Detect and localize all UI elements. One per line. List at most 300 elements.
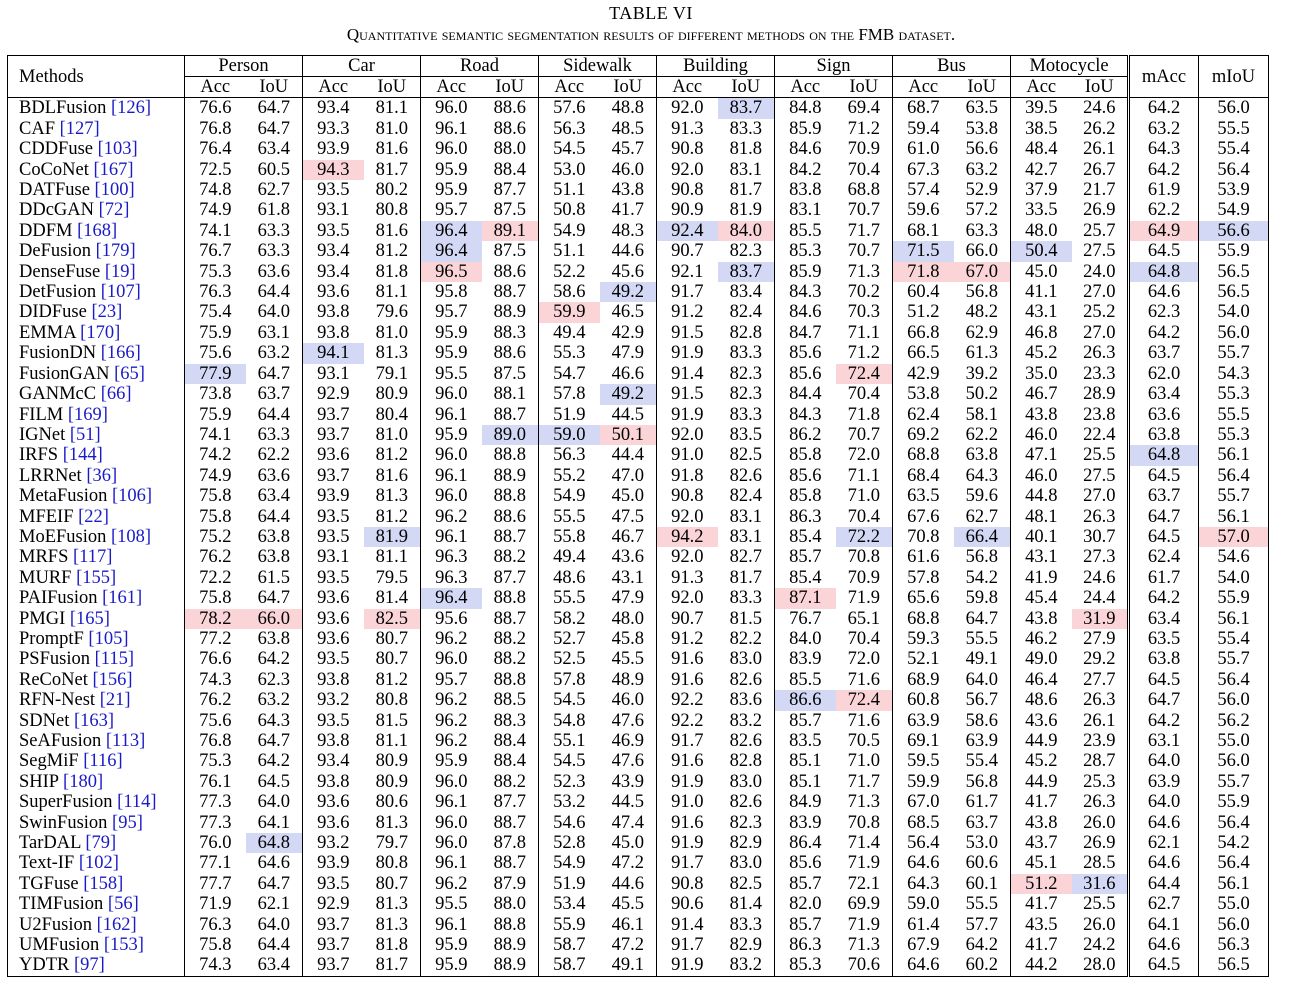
value-cell: 59.3 <box>893 629 954 649</box>
method-name: SeAFusion <box>19 731 102 751</box>
value-cell: 49.0 <box>1011 649 1072 669</box>
value-cell: 88.6 <box>493 343 526 364</box>
value-cell: 86.2 <box>775 425 836 445</box>
value-cell: 85.9 <box>775 119 836 139</box>
value-cell: 69.2 <box>893 425 954 445</box>
value-cell: 53.8 <box>965 118 998 139</box>
value-cell: 62.0 <box>1129 364 1199 384</box>
reference-link[interactable]: [56] <box>107 894 139 915</box>
value-cell: 92.9 <box>303 384 364 404</box>
value-cell: 84.8 <box>775 98 836 119</box>
value-cell: 56.1 <box>1199 874 1269 894</box>
value-cell: 96.1 <box>421 792 482 812</box>
value-cell: 84.7 <box>775 323 836 343</box>
method-cell <box>8 547 185 567</box>
method-name: PSFusion <box>19 649 90 670</box>
table-row <box>8 486 1269 506</box>
value-cell: 54.3 <box>1199 364 1269 384</box>
subheader-acc: Acc <box>421 77 482 98</box>
value-cell: 70.7 <box>847 241 880 262</box>
value-cell: 71.9 <box>185 894 246 914</box>
value-cell: 55.5 <box>1199 405 1269 425</box>
value-cell: 81.7 <box>375 159 408 180</box>
subheader-acc: Acc <box>775 77 836 98</box>
value-cell: 93.3 <box>303 119 364 139</box>
table-row <box>8 874 1269 894</box>
value-cell: 88.6 <box>493 98 526 119</box>
reference-link[interactable]: [107] <box>100 282 141 303</box>
value-cell: 84.0 <box>775 629 836 649</box>
value-cell: 62.2 <box>965 424 998 445</box>
value-cell: 90.7 <box>657 241 718 261</box>
table-row <box>8 833 1269 853</box>
method-cell <box>8 200 185 220</box>
value-cell: 52.9 <box>965 180 998 201</box>
value-cell: 56.1 <box>1199 507 1269 527</box>
subheader-iou: IoU <box>718 77 775 98</box>
value-cell: 91.4 <box>657 915 718 935</box>
method-cell <box>8 466 185 486</box>
value-cell: 54.2 <box>965 567 998 588</box>
method-cell <box>8 180 185 200</box>
reference-link[interactable]: [65] <box>114 363 145 384</box>
value-cell: 54.9 <box>539 486 600 506</box>
value-cell: 64.5 <box>1129 466 1199 486</box>
reference-link[interactable]: [97] <box>74 955 105 976</box>
value-cell: 44.9 <box>1011 731 1072 751</box>
value-cell: 83.7 <box>718 262 775 282</box>
value-cell: 86.3 <box>775 935 836 955</box>
value-cell: 96.2 <box>421 874 482 894</box>
value-cell: 88.4 <box>493 751 526 772</box>
value-cell: 81.1 <box>375 98 408 119</box>
value-cell: 88.0 <box>493 139 526 160</box>
value-cell: 56.3 <box>539 445 600 465</box>
value-cell: 64.5 <box>257 771 290 792</box>
value-cell: 40.1 <box>1011 527 1072 547</box>
value-cell: 96.1 <box>421 405 482 425</box>
value-cell: 93.8 <box>303 323 364 343</box>
reference-link[interactable]: [166] <box>100 343 141 364</box>
value-cell: 90.8 <box>657 180 718 200</box>
table-row <box>8 262 1269 282</box>
table-row <box>8 241 1269 261</box>
reference-link[interactable]: [158] <box>83 873 124 894</box>
table-row <box>8 649 1269 669</box>
value-cell: 93.5 <box>303 711 364 731</box>
header-miou: mIoU <box>1199 56 1269 98</box>
value-cell: 64.6 <box>1129 935 1199 955</box>
value-cell: 46.0 <box>611 690 644 711</box>
value-cell: 47.5 <box>611 506 644 527</box>
value-cell: 47.2 <box>611 935 644 956</box>
method-cell <box>8 833 185 853</box>
method-name: TIMFusion <box>19 894 104 915</box>
reference-link[interactable]: [115] <box>94 649 134 670</box>
value-cell: 56.5 <box>1199 282 1269 302</box>
value-cell: 63.1 <box>1129 731 1199 751</box>
value-cell: 68.7 <box>893 98 954 119</box>
table-row <box>8 323 1269 343</box>
value-cell: 55.7 <box>1199 772 1269 792</box>
value-cell: 63.2 <box>257 343 290 364</box>
value-cell: 87.8 <box>493 833 526 854</box>
reference-link[interactable]: [117] <box>73 547 113 568</box>
reference-link[interactable]: [21] <box>99 690 131 711</box>
subheader-acc: Acc <box>303 77 364 98</box>
value-cell: 81.7 <box>729 180 762 201</box>
header-group-building: Building <box>657 56 775 77</box>
method-name: Text-IF <box>19 853 75 874</box>
value-cell: 75.3 <box>185 262 246 282</box>
value-cell: 92.2 <box>657 690 718 710</box>
value-cell: 85.7 <box>775 874 836 894</box>
value-cell: 24.6 <box>1083 98 1116 119</box>
value-cell: 81.7 <box>729 567 762 588</box>
reference-link[interactable]: [155] <box>76 567 117 588</box>
value-cell: 44.5 <box>611 792 644 813</box>
reference-link[interactable]: [179] <box>95 241 136 262</box>
reference-link[interactable]: [116] <box>83 751 123 772</box>
method-name: SDNet <box>19 710 70 731</box>
value-cell: 74.1 <box>185 221 246 241</box>
value-cell: 60.8 <box>893 690 954 710</box>
reference-link[interactable]: [79] <box>85 833 117 854</box>
method-name: DIDFuse <box>19 302 87 323</box>
reference-link[interactable]: [19] <box>104 261 136 282</box>
reference-link[interactable]: [22] <box>78 506 109 527</box>
reference-link[interactable]: [72] <box>98 200 130 221</box>
value-cell: 71.5 <box>893 241 954 261</box>
table-row <box>8 507 1269 527</box>
value-cell: 83.3 <box>729 343 762 364</box>
value-cell: 68.5 <box>893 813 954 833</box>
reference-link[interactable]: [103] <box>97 139 138 160</box>
reference-link[interactable]: [153] <box>103 935 144 956</box>
value-cell: 28.9 <box>1083 384 1116 405</box>
value-cell: 84.3 <box>775 282 836 302</box>
value-cell: 71.2 <box>847 343 880 364</box>
value-cell: 75.6 <box>185 711 246 731</box>
value-cell: 88.7 <box>493 608 526 629</box>
value-cell: 46.8 <box>1011 323 1072 343</box>
table-row <box>8 690 1269 710</box>
method-name: PMGI <box>19 608 66 629</box>
value-cell: 64.5 <box>1129 955 1199 976</box>
value-cell: 93.1 <box>303 200 364 220</box>
value-cell: 88.8 <box>493 486 526 507</box>
value-cell: 52.8 <box>539 833 600 853</box>
value-cell: 71.1 <box>847 465 880 486</box>
value-cell: 91.0 <box>657 445 718 465</box>
value-cell: 90.8 <box>657 139 718 159</box>
reference-link[interactable]: [51] <box>69 424 101 445</box>
reference-link[interactable]: [95] <box>112 812 143 833</box>
value-cell: 55.4 <box>1199 139 1269 159</box>
method-name: CAF <box>19 118 55 139</box>
value-cell: 96.0 <box>421 445 482 465</box>
value-cell: 82.3 <box>729 384 762 405</box>
value-cell: 68.8 <box>847 180 880 201</box>
value-cell: 82.9 <box>729 935 762 956</box>
value-cell: 87.5 <box>493 241 526 262</box>
reference-link[interactable]: [168] <box>77 220 118 241</box>
value-cell: 78.2 <box>185 609 246 629</box>
value-cell: 59.9 <box>893 772 954 792</box>
table-row <box>8 894 1269 914</box>
value-cell: 63.7 <box>1129 343 1199 363</box>
value-cell: 70.5 <box>847 731 880 751</box>
table-row <box>8 445 1269 465</box>
value-cell: 96.2 <box>421 629 482 649</box>
value-cell: 81.7 <box>364 955 421 976</box>
value-cell: 72.4 <box>836 364 893 384</box>
reference-link[interactable]: [113] <box>105 731 146 751</box>
table-row <box>8 200 1269 220</box>
value-cell: 69.1 <box>893 731 954 751</box>
value-cell: 63.8 <box>1129 425 1199 445</box>
value-cell: 46.6 <box>611 363 644 384</box>
value-cell: 96.2 <box>421 731 482 751</box>
value-cell: 70.7 <box>847 200 880 221</box>
reference-link[interactable]: [105] <box>88 628 129 649</box>
value-cell: 55.5 <box>1199 119 1269 139</box>
value-cell: 52.5 <box>539 649 600 669</box>
value-cell: 85.7 <box>775 547 836 567</box>
table-row <box>8 547 1269 567</box>
value-cell: 91.9 <box>657 955 718 976</box>
value-cell: 57.8 <box>539 384 600 404</box>
reference-link[interactable]: [163] <box>74 710 115 731</box>
method-name: MFEIF <box>19 506 74 527</box>
value-cell: 60.2 <box>954 955 1011 976</box>
value-cell: 45.2 <box>1011 343 1072 363</box>
value-cell: 27.5 <box>1083 465 1116 486</box>
value-cell: 91.4 <box>657 364 718 384</box>
reference-link[interactable]: [161] <box>102 588 143 609</box>
value-cell: 96.0 <box>421 486 482 506</box>
subheader-iou: IoU <box>600 77 657 98</box>
value-cell: 64.8 <box>1129 262 1199 282</box>
value-cell: 76.0 <box>185 833 246 853</box>
value-cell: 53.0 <box>965 833 998 854</box>
value-cell: 93.7 <box>303 466 364 486</box>
value-cell: 82.6 <box>729 465 762 486</box>
value-cell: 64.7 <box>257 118 290 139</box>
value-cell: 86.6 <box>775 690 836 710</box>
value-cell: 96.2 <box>421 711 482 731</box>
reference-link[interactable]: [108] <box>111 526 152 547</box>
value-cell: 64.3 <box>1129 139 1199 159</box>
table-row <box>8 527 1269 547</box>
value-cell: 93.5 <box>303 649 364 669</box>
value-cell: 64.2 <box>965 935 998 956</box>
value-cell: 82.6 <box>729 792 762 813</box>
value-cell: 24.2 <box>1083 935 1116 956</box>
value-cell: 93.7 <box>303 935 364 955</box>
reference-link[interactable]: [169] <box>67 404 108 425</box>
reference-link[interactable]: [126] <box>111 98 152 119</box>
value-cell: 49.2 <box>600 282 657 302</box>
value-cell: 92.1 <box>657 262 718 282</box>
method-name: SuperFusion <box>19 792 113 813</box>
value-cell: 48.3 <box>611 220 644 241</box>
method-cell <box>8 282 185 302</box>
reference-link[interactable]: [102] <box>78 853 119 874</box>
value-cell: 56.0 <box>1199 751 1269 771</box>
value-cell: 92.2 <box>657 711 718 731</box>
table-row <box>8 935 1269 955</box>
value-cell: 91.9 <box>657 405 718 425</box>
value-cell: 62.7 <box>965 506 998 527</box>
header-methods: Methods <box>8 56 185 98</box>
method-name: MetaFusion <box>19 486 108 507</box>
value-cell: 63.5 <box>965 98 998 119</box>
value-cell: 55.0 <box>1199 731 1269 751</box>
value-cell: 88.7 <box>493 526 526 547</box>
value-cell: 92.0 <box>657 425 718 445</box>
value-cell: 48.2 <box>965 302 998 323</box>
value-cell: 71.6 <box>847 710 880 731</box>
reference-link[interactable]: [23] <box>91 302 123 323</box>
subheader-iou: IoU <box>1072 77 1129 98</box>
value-cell: 67.3 <box>893 160 954 180</box>
value-cell: 88.8 <box>493 914 526 935</box>
value-cell: 86.4 <box>775 833 836 853</box>
value-cell: 83.2 <box>718 955 775 976</box>
value-cell: 47.2 <box>611 853 644 874</box>
value-cell: 89.1 <box>482 221 539 241</box>
value-cell: 71.3 <box>847 261 880 282</box>
value-cell: 77.9 <box>185 364 246 384</box>
value-cell: 46.0 <box>1011 466 1072 486</box>
method-name: DDFM <box>19 220 73 241</box>
value-cell: 83.1 <box>775 200 836 220</box>
method-name: CDDFuse <box>19 139 94 160</box>
value-cell: 25.2 <box>1083 302 1116 323</box>
value-cell: 25.5 <box>1083 445 1116 466</box>
table-row <box>8 588 1269 608</box>
value-cell: 24.0 <box>1083 261 1116 282</box>
value-cell: 91.2 <box>657 629 718 649</box>
table-title: TABLE VI <box>609 3 693 23</box>
value-cell: 64.5 <box>1129 670 1199 690</box>
reference-link[interactable]: [167] <box>93 159 134 180</box>
value-cell: 81.5 <box>729 608 762 629</box>
reference-link[interactable]: [156] <box>92 669 133 690</box>
value-cell: 29.2 <box>1083 649 1116 670</box>
value-cell: 96.3 <box>421 547 482 567</box>
reference-link[interactable]: [36] <box>86 465 118 486</box>
value-cell: 76.8 <box>185 119 246 139</box>
value-cell: 83.3 <box>729 588 762 609</box>
value-cell: 56.0 <box>1199 98 1269 119</box>
value-cell: 31.6 <box>1072 874 1129 894</box>
reference-link[interactable]: [162] <box>96 914 137 935</box>
value-cell: 55.5 <box>539 507 600 527</box>
reference-link[interactable]: [114] <box>117 792 157 813</box>
value-cell: 81.4 <box>729 894 762 915</box>
results-table <box>7 55 1269 977</box>
reference-link[interactable]: [127] <box>59 118 100 139</box>
reference-link[interactable]: [170] <box>80 322 121 343</box>
value-cell: 88.9 <box>493 465 526 486</box>
value-cell: 80.4 <box>375 404 408 425</box>
method-cell <box>8 935 185 955</box>
value-cell: 91.6 <box>657 670 718 690</box>
value-cell: 81.4 <box>375 588 408 609</box>
value-cell: 91.9 <box>657 833 718 853</box>
value-cell: 80.8 <box>375 200 408 221</box>
value-cell: 53.9 <box>1199 180 1269 200</box>
value-cell: 59.6 <box>893 200 954 220</box>
value-cell: 26.3 <box>1083 690 1116 711</box>
method-name: GANMcC <box>19 384 97 405</box>
value-cell: 61.7 <box>1129 568 1199 588</box>
value-cell: 54.0 <box>1199 568 1269 588</box>
value-cell: 51.9 <box>539 405 600 425</box>
method-cell <box>8 711 185 731</box>
value-cell: 38.5 <box>1011 119 1072 139</box>
value-cell: 45.7 <box>611 139 644 160</box>
reference-link[interactable]: [144] <box>62 445 103 466</box>
value-cell: 85.6 <box>775 853 836 873</box>
reference-link[interactable]: [180] <box>63 771 104 792</box>
value-cell: 85.1 <box>775 772 836 792</box>
value-cell: 70.6 <box>836 955 893 976</box>
value-cell: 88.7 <box>493 404 526 425</box>
value-cell: 88.6 <box>493 506 526 527</box>
value-cell: 71.2 <box>847 118 880 139</box>
value-cell: 61.4 <box>893 915 954 935</box>
reference-link[interactable]: [165] <box>69 608 110 629</box>
value-cell: 46.4 <box>1011 670 1072 690</box>
value-cell: 91.7 <box>657 282 718 302</box>
method-name: SHIP <box>19 771 59 792</box>
value-cell: 93.8 <box>303 731 364 751</box>
value-cell: 64.2 <box>1129 588 1199 608</box>
value-cell: 91.0 <box>657 792 718 812</box>
reference-link[interactable]: [100] <box>94 180 135 201</box>
value-cell: 64.4 <box>257 404 290 425</box>
value-cell: 85.9 <box>775 262 836 282</box>
value-cell: 62.7 <box>257 180 290 201</box>
method-name: CoCoNet <box>19 159 89 180</box>
value-cell: 71.9 <box>847 914 880 935</box>
value-cell: 76.7 <box>185 241 246 261</box>
value-cell: 55.9 <box>539 915 600 935</box>
value-cell: 61.6 <box>893 547 954 567</box>
method-cell <box>8 690 185 710</box>
table-row <box>8 955 1269 976</box>
value-cell: 24.6 <box>1083 567 1116 588</box>
value-cell: 88.7 <box>493 282 526 303</box>
value-cell: 96.1 <box>421 915 482 935</box>
reference-link[interactable]: [106] <box>112 486 153 507</box>
value-cell: 27.9 <box>1083 628 1116 649</box>
value-cell: 70.4 <box>847 384 880 405</box>
value-cell: 76.2 <box>185 690 246 710</box>
value-cell: 83.1 <box>729 159 762 180</box>
reference-link[interactable]: [66] <box>100 384 132 405</box>
value-cell: 64.8 <box>1129 445 1199 465</box>
value-cell: 93.4 <box>303 98 364 119</box>
value-cell: 59.8 <box>965 588 998 609</box>
value-cell: 83.1 <box>729 526 762 547</box>
value-cell: 80.9 <box>375 751 408 772</box>
value-cell: 59.5 <box>893 751 954 771</box>
value-cell: 54.0 <box>1199 302 1269 322</box>
